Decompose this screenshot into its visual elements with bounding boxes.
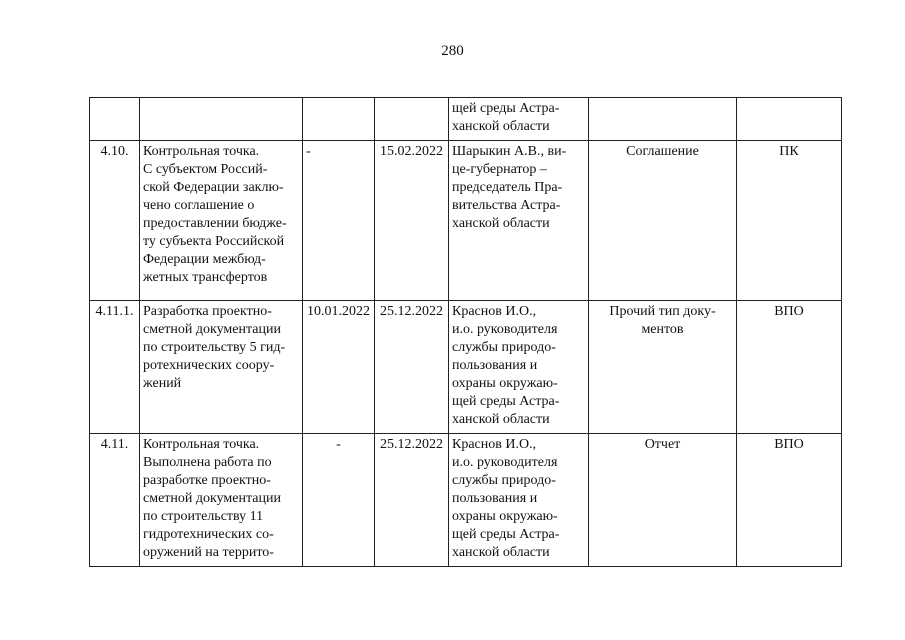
responsible-cell: Шарыкин А.В., ви- це-губернатор – председатель Пра- вительства Астра- ханской области (449, 141, 589, 301)
row-number-cell: 4.11. (90, 434, 140, 567)
control-level-cell: ВПО (737, 434, 842, 567)
row-number-cell: 4.11.1. (90, 301, 140, 434)
task-name-cell: Контрольная точка. С субъектом Россий- ской Федерации заклю- чено соглашение о предоставлении бюдже- ту субъекта Российской Федерации межбюд- жетных трансфертов (140, 141, 303, 301)
task-name-cell (140, 98, 303, 141)
start-date-cell: - (303, 434, 375, 567)
end-date-cell: 25.12.2022 (375, 434, 449, 567)
control-level-cell (737, 98, 842, 141)
document-type-cell: Отчет (589, 434, 737, 567)
end-date-cell (375, 98, 449, 141)
table-row (90, 98, 842, 141)
control-level-cell: ПК (737, 141, 842, 301)
table-row (90, 301, 842, 434)
start-date-cell (303, 98, 375, 141)
document-type-cell (589, 98, 737, 141)
table-row (90, 141, 842, 301)
responsible-cell: Краснов И.О., и.о. руководителя службы природо- пользования и охраны окружаю- щей среды Астра- ханской области (449, 301, 589, 434)
plan-table (89, 97, 842, 567)
row-number-cell (90, 98, 140, 141)
document-type-cell: Соглашение (589, 141, 737, 301)
task-name-cell: Контрольная точка. Выполнена работа по разработке проектно- сметной документации по строительству 11 гидротехнических со- оружений на террито- (140, 434, 303, 567)
start-date-cell: - (303, 141, 375, 301)
document-type-cell: Прочий тип доку- ментов (589, 301, 737, 434)
control-level-cell: ВПО (737, 301, 842, 434)
table-row (90, 434, 842, 567)
row-number-cell: 4.10. (90, 141, 140, 301)
start-date-cell: 10.01.2022 (303, 301, 375, 434)
task-name-cell: Разработка проектно- сметной документации по строительству 5 гид- ротехнических соору- жений (140, 301, 303, 434)
end-date-cell: 15.02.2022 (375, 141, 449, 301)
page-number: 280 (441, 43, 464, 59)
end-date-cell: 25.12.2022 (375, 301, 449, 434)
responsible-cell: щей среды Астра- ханской области (449, 98, 589, 141)
responsible-cell: Краснов И.О., и.о. руководителя службы природо- пользования и охраны окружаю- щей среды Астра- ханской области (449, 434, 589, 567)
